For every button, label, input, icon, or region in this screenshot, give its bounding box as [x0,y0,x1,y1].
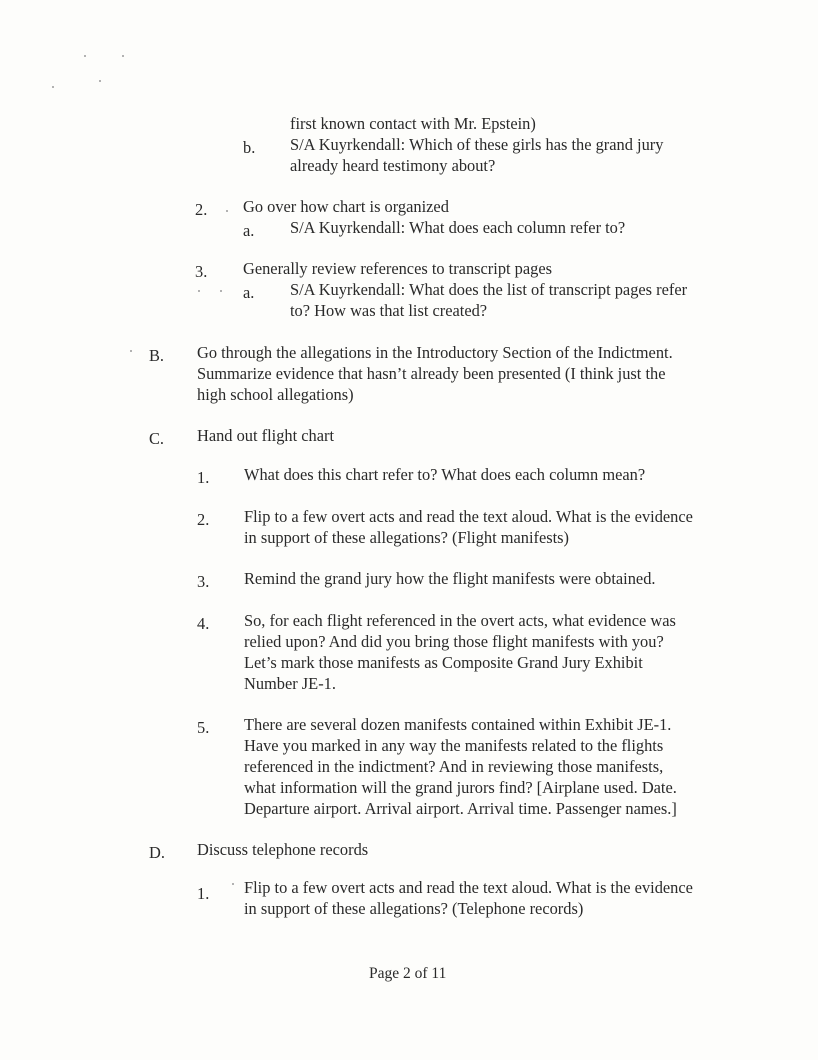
section-c-item-2-line-2: in support of these allegations? (Flight manifests) [244,528,570,547]
section-b-line-1: Go through the allegations in the Introductory Section of the Indictment. [197,343,673,362]
scan-speck [198,290,200,292]
scan-speck [232,883,234,885]
section-c-item-4-line-4: Number JE-1. [244,674,336,693]
section-c-item-2-marker: 2. [197,510,210,529]
section-c-item-4-line-3: Let’s mark those manifests as Composite Grand Jury Exhibit [244,653,643,672]
section-c-item-5-line-5: Departure airport. Arrival airport. Arrival time. Passenger names.] [244,799,677,818]
item-b-line-1: S/A Kuyrkendall: Which of these girls has the grand jury [290,135,664,154]
section-b-line-3: high school allegations) [197,385,354,404]
section-c-item-5-line-3: referenced in the indictment? And in reviewing those manifests, [244,757,664,776]
section-c-item-3-line-1: Remind the grand jury how the flight manifests were obtained. [244,569,656,588]
section-c-item-1-marker: 1. [197,468,210,487]
section-d-text: Discuss telephone records [197,840,369,859]
item-2a-marker: a. [243,221,255,240]
section-d-item-1-marker: 1. [197,884,210,903]
continuation-line: first known contact with Mr. Epstein) [290,114,536,133]
scan-speck [220,290,222,292]
scan-speck [122,55,124,57]
section-c-item-5-line-2: Have you marked in any way the manifests related to the flights [244,736,664,755]
item-3a-line-1: S/A Kuyrkendall: What does the list of transcript pages refer [290,280,688,299]
scan-speck [130,350,132,352]
scan-speck [52,86,54,88]
section-c-item-2-line-1: Flip to a few overt acts and read the text aloud. What is the evidence [244,507,693,526]
section-b-line-2: Summarize evidence that hasn’t already been presented (I think just the [197,364,666,383]
item-b-marker: b. [243,138,256,157]
item-2-text: Go over how chart is organized [243,197,449,216]
item-3a-marker: a. [243,283,255,302]
section-d-marker: D. [149,843,165,862]
item-2a-text: S/A Kuyrkendall: What does each column refer to? [290,218,626,237]
section-c-item-4-marker: 4. [197,614,210,633]
section-c-item-1-line-1: What does this chart refer to? What does each column mean? [244,465,646,484]
page-number: Page 2 of 11 [369,965,447,982]
scan-speck [226,210,228,212]
section-c-item-4-line-2: relied upon? And did you bring those flight manifests with you? [244,632,664,651]
section-c-item-5-line-1: There are several dozen manifests contained within Exhibit JE-1. [244,715,672,734]
section-c-item-3-marker: 3. [197,572,210,591]
section-d-item-1-line-1: Flip to a few overt acts and read the text aloud. What is the evidence [244,878,693,897]
section-b-marker: B. [149,346,165,365]
section-c-item-4-line-1: So, for each flight referenced in the overt acts, what evidence was [244,611,676,630]
item-3-text: Generally review references to transcript pages [243,259,552,278]
section-c-item-5-marker: 5. [197,718,210,737]
scan-speck [84,55,86,57]
section-c-item-5-line-4: what information will the grand jurors find? [Airplane used. Date. [244,778,677,797]
item-3-marker: 3. [195,262,208,281]
scan-speck [99,80,101,82]
section-c-text: Hand out flight chart [197,426,335,445]
section-c-marker: C. [149,429,165,448]
section-d-item-1-line-2: in support of these allegations? (Telephone records) [244,899,584,918]
item-3a-line-2: to? How was that list created? [290,301,488,320]
item-2-marker: 2. [195,200,208,219]
item-b-line-2: already heard testimony about? [290,156,496,175]
